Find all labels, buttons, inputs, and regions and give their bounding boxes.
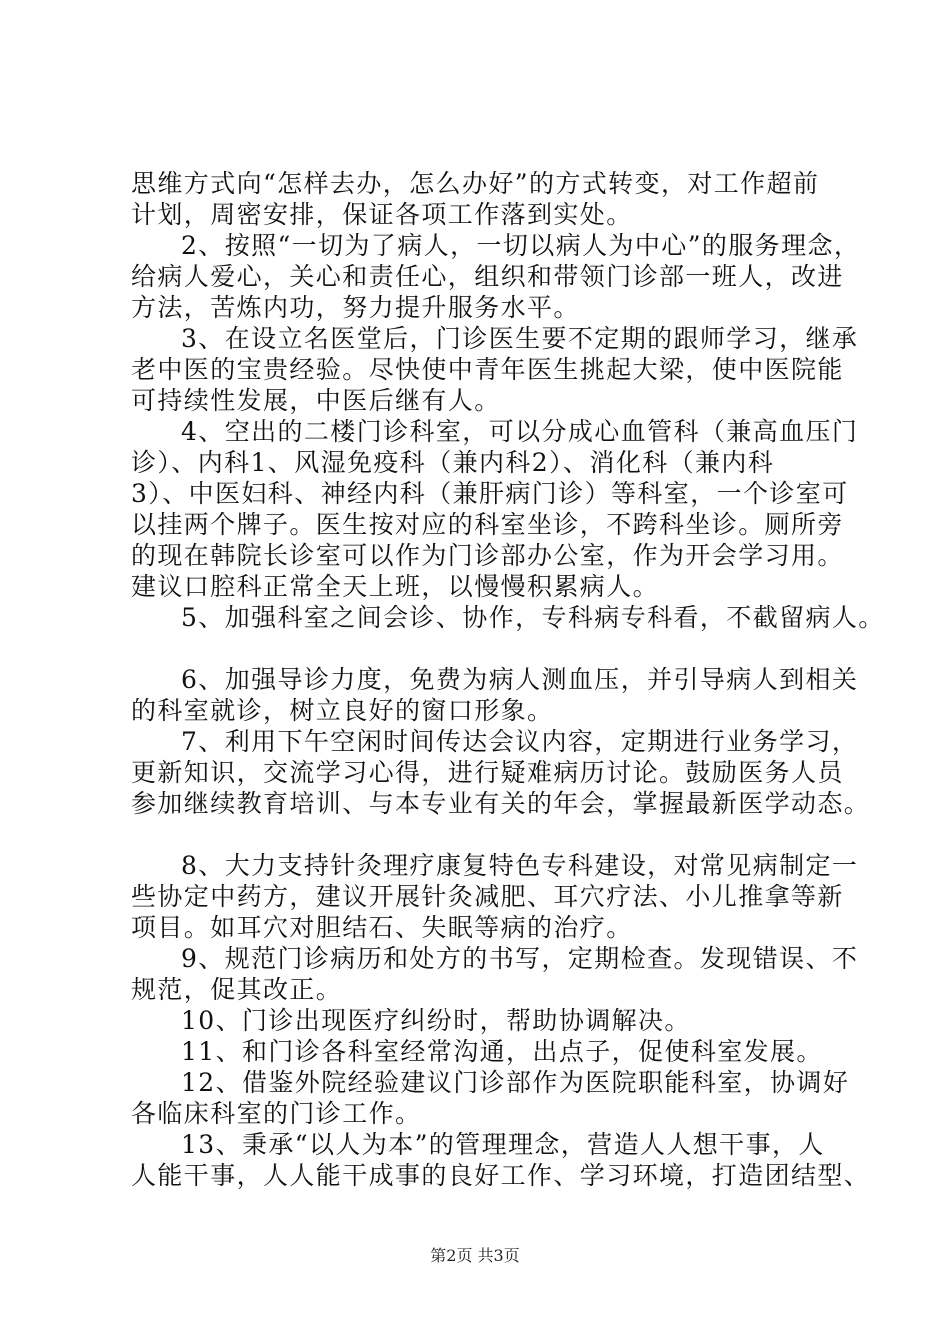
blank-line	[131, 819, 851, 850]
paragraph-first-line: 11、和门诊各科室经常沟通，出点子，促使科室发展。	[181, 1037, 823, 1066]
paragraph-first-line: 3、在设立名医堂后，门诊医生要不定期的跟师学习，继承	[181, 324, 859, 353]
paragraph-line: 计划，周密安排，保证各项工作落到实处。	[131, 200, 633, 229]
paragraph-first-line: 4、空出的二楼门诊科室，可以分成心血管科（兼高血压门	[181, 417, 859, 446]
paragraph-line: 思维方式向“怎样去办，怎么办好”的方式转变，对工作超前	[131, 169, 820, 198]
paragraph-line: 诊）、内科1、风湿免疫科（兼内科2）、消化科（兼内科	[131, 448, 775, 477]
paragraph-line: 参加继续教育培训、与本专业有关的年会，掌握最新医学动态。	[131, 789, 871, 818]
paragraph-first-line: 6、加强导诊力度，免费为病人测血压，并引导病人到相关	[181, 665, 859, 694]
paragraph-line: 方法，苦炼内功，努力提升服务水平。	[131, 293, 580, 322]
paragraph-line: 规范，促其改正。	[131, 975, 343, 1004]
paragraph-line: 给病人爱心，关心和责任心，组织和带领门诊部一班人，改进	[131, 262, 844, 291]
paragraph-line: 可持续性发展，中医后继有人。	[131, 386, 501, 415]
paragraph-line: 各临床科室的门诊工作。	[131, 1099, 422, 1128]
paragraph-line: 人能干事，人人能干成事的良好工作、学习环境，打造团结型、	[131, 1161, 871, 1190]
blank-line	[131, 633, 851, 664]
paragraph-line: 3）、中医妇科、神经内科（兼肝病门诊）等科室，一个诊室可	[131, 479, 849, 508]
paragraph-first-line: 13、秉承“以人为本”的管理理念，营造人人想干事，人	[181, 1130, 825, 1159]
page-footer: 第2页 共3页	[430, 1246, 520, 1265]
paragraph-first-line: 8、大力支持针灸理疗康复特色专科建设，对常见病制定一	[181, 851, 859, 880]
paragraph-line: 的科室就诊，树立良好的窗口形象。	[131, 696, 554, 725]
paragraph-line: 项目。如耳穴对胆结石、失眠等病的治疗。	[131, 913, 633, 942]
paragraph-line: 老中医的宝贵经验。尽快使中青年医生挑起大梁，使中医院能	[131, 355, 844, 384]
paragraph-first-line: 9、规范门诊病历和处方的书写，定期检查。发现错误、不	[181, 944, 859, 973]
paragraph-first-line: 10、门诊出现医疗纠纷时，帮助协调解决。	[181, 1006, 691, 1035]
paragraph-first-line: 2、按照“一切为了病人，一切以病人为中心”的服务理念，	[181, 231, 861, 260]
paragraph-first-line: 12、借鉴外院经验建议门诊部作为医院职能科室，协调好	[181, 1068, 850, 1097]
paragraph-first-line: 5、加强科室之间会诊、协作，专科病专科看，不截留病人。	[181, 603, 885, 632]
document-body	[131, 168, 885, 1191]
paragraph-line: 建议口腔科正常全天上班，以慢慢积累病人。	[131, 572, 660, 601]
paragraph-line: 的现在韩院长诊室可以作为门诊部办公室，作为开会学习用。	[131, 541, 844, 570]
paragraph-line: 些协定中药方，建议开展针灸减肥、耳穴疗法、小儿推拿等新	[131, 882, 844, 911]
paragraph-first-line: 7、利用下午空闲时间传达会议内容，定期进行业务学习，	[181, 727, 859, 756]
paragraph-line: 更新知识，交流学习心得，进行疑难病历讨论。鼓励医务人员	[131, 758, 844, 787]
paragraph-line: 以挂两个牌子。医生按对应的科室坐诊，不跨科坐诊。厕所旁	[131, 510, 844, 539]
